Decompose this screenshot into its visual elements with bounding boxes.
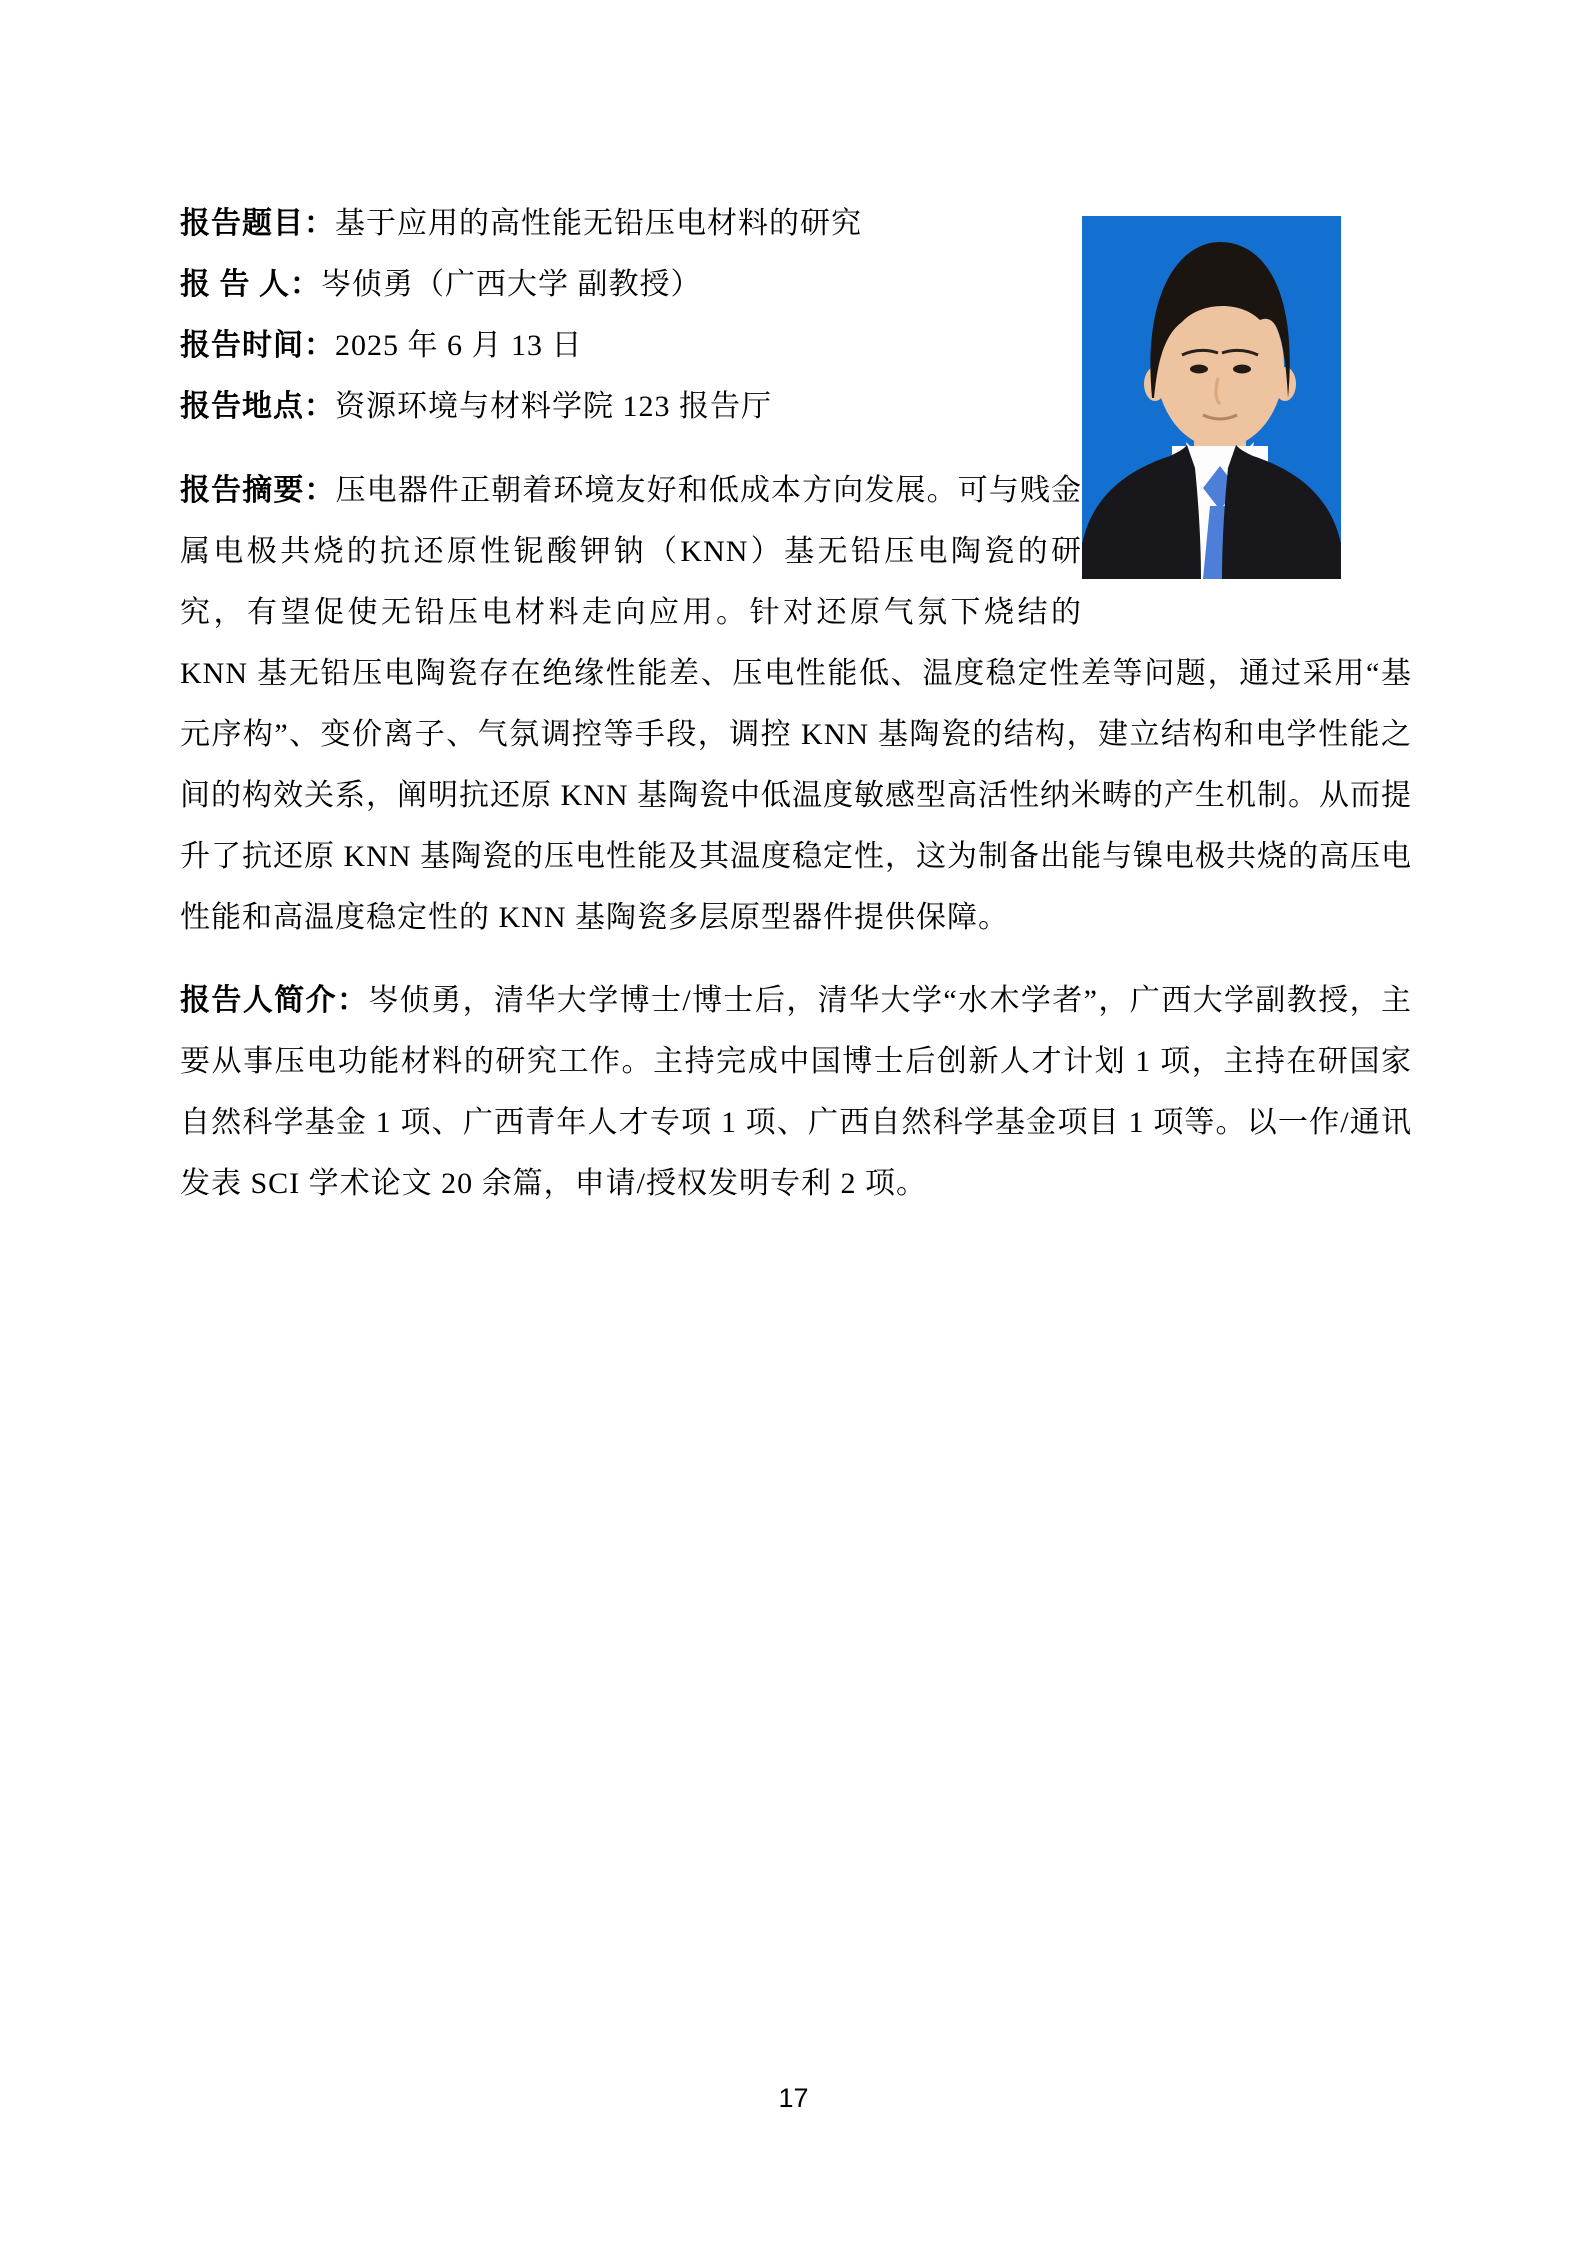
seminar-announcement <box>180 193 1412 1214</box>
report-location-text: 资源环境与材料学院 123 报告厅 <box>335 390 772 423</box>
report-abstract-text: 压电器件正朝着环境友好和低成本方向发展。可与贱金属电极共烧的抗还原性铌酸钾钠（KNN）基无铅压电陶瓷的研究，有望促使无铅压电材料走向应用。针对还原气氛下烧结的 KNN 基无铅压电陶瓷存在绝缘性能差、压电性能低、温度稳定性差等问题，通过采用“基元序构”、变价离子、气氛调控等手段，调控 KNN 基陶瓷的结构，建立结构和电学性能之间的构效关系，阐明抗还原 KNN 基陶瓷中低温度敏感型高活性纳米畴的产生机制。从而提升了抗还原 KNN 基陶瓷的压电性能及其温度稳定性，这为制备出能与镍电极共烧的高压电性能和高温度稳定性的 KNN 基陶瓷多层原型器件提供保障。 <box>180 474 1412 934</box>
speaker-photo <box>1082 216 1341 579</box>
report-time-label: 报告时间： <box>180 329 335 362</box>
photo-eye-right <box>1233 365 1251 374</box>
photo-float-area <box>1082 193 1412 633</box>
page-number: 17 <box>778 2083 809 2113</box>
speaker-bio-paragraph <box>180 970 1412 1214</box>
photo-eye-left <box>1190 365 1208 374</box>
speaker-bio-text: 岑侦勇，清华大学博士/博士后，清华大学“水木学者”，广西大学副教授，主要从事压电功能材料的研究工作。主持完成中国博士后创新人才计划 1 项，主持在研国家自然科学基金 1 项、广西青年人才专项 1 项、广西自然科学基金项目 1 项等。以一作/通讯发表 SCI 学术论文 20 余篇，申请/授权发明专利 2 项。 <box>180 984 1412 1200</box>
speaker-portrait-graphic <box>1082 216 1341 579</box>
report-speaker-text: 岑侦勇（广西大学 副教授） <box>321 268 702 301</box>
report-title-text: 基于应用的高性能无铅压电材料的研究 <box>335 207 862 240</box>
speaker-bio-label: 报告人简介： <box>180 984 369 1017</box>
report-time-text: 2025 年 6 月 13 日 <box>335 329 583 362</box>
report-title-label: 报告题目： <box>180 207 335 240</box>
report-abstract-label: 报告摘要： <box>180 474 336 507</box>
report-location-label: 报告地点： <box>180 390 335 423</box>
report-speaker-label: 报 告 人： <box>180 268 321 301</box>
